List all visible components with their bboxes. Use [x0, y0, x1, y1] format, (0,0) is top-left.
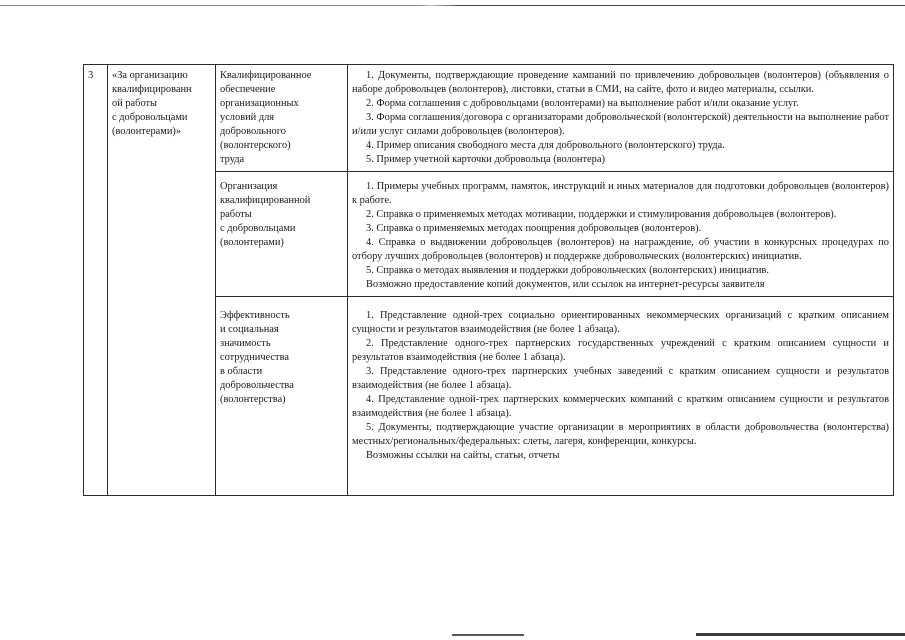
document-item: 5. Документы, подтверждающие участие организации в мероприятиях в области добровольчества (волонтерства) местных/региональных/федеральных: слеты, лагеря, конференции, конкурсы. — [352, 422, 889, 447]
criterion-name: Квалифицированное обеспечение организационных условий для добровольного (волонтерского) труда — [220, 70, 312, 165]
document-item: 1. Представление одной-трех социально ориентированных некоммерческих организаций с кратким описанием сущности и результатов взаимодействия (не более 1 абзаца). — [352, 310, 889, 335]
document-item: 2. Справка о применяемых методах мотивации, поддержки и стимулирования добровольцев (волонтеров). — [366, 209, 837, 220]
documents-cell — [348, 65, 894, 172]
row-number: 3 — [88, 70, 94, 81]
nomination-title: «За организацию квалифицированн ой работы с добровольцами (волонтерами)» — [112, 70, 192, 137]
document-item: 1. Документы, подтверждающие проведение кампаний по привлечению добровольцев (волонтеров) (объявления о наборе добровольцев (волонтеров), листовки, статьи в СМИ, на сайте, фото и видео материалы, ссылки. — [352, 70, 889, 95]
document-item: 5. Справка о методах выявления и поддержки добровольческих (волонтерских) инициатив. — [366, 265, 769, 276]
criterion-name: Эффективность и социальная значимость сотрудничества в области добровольчества (волонтерства) — [220, 310, 294, 405]
criterion-cell — [216, 65, 348, 172]
documents-cell — [348, 172, 894, 297]
scan-edge-line-bottom-right — [696, 633, 905, 636]
criterion-name: Организация квалифицированной работы с добровольцами (волонтерами) — [220, 181, 311, 248]
criterion-cell — [216, 172, 348, 297]
document-item: 3. Форма соглашения/договора с организаторами добровольческой (волонтерской) деятельности на выполнение работ и/или услуг силами добровольцев (волонтеров). — [352, 112, 889, 137]
nomination-cell — [108, 65, 216, 496]
scan-edge-line-bottom-left — [452, 634, 524, 636]
document-item: 3. Справка о применяемых методах поощрения добровольцев (волонтеров). — [366, 223, 702, 234]
nomination-criteria-table — [83, 64, 894, 496]
criterion-cell — [216, 297, 348, 496]
document-item: 3. Представление одного-трех партнерских учебных заведений с кратким описанием сущности и результатов взаимодействия (не более 1 абзаца). — [352, 366, 889, 391]
document-item: 1. Примеры учебных программ, памяток, инструкций и иных материалов для подготовки добровольцев (волонтеров) к работе. — [352, 181, 889, 206]
documents-cell — [348, 297, 894, 496]
scan-edge-line-top — [0, 5, 905, 6]
document-item: 2. Представление одного-трех партнерских государственных учреждений с кратким описанием сущности и результатов взаимодействия (не более 1 абзаца). — [352, 338, 889, 363]
document-note: Возможно предоставление копий документов, или ссылок на интернет-ресурсы заявителя — [366, 279, 765, 290]
table-row — [84, 65, 894, 172]
document-note: Возможны ссылки на сайты, статьи, отчеты — [366, 450, 560, 461]
document-item: 4. Пример описания свободного места для добровольного (волонтерского) труда. — [366, 140, 725, 151]
document-item: 2. Форма соглашения с добровольцами (волонтерами) на выполнение работ и/или оказание услуг. — [366, 98, 799, 109]
document-item: 4. Справка о выдвижении добровольцев (волонтеров) на награждение, об участии в конкурсных процедурах по отбору лучших добровольцев (волонтеров) и поддержке добровольческих (волонтерских) инициатив. — [352, 237, 889, 262]
row-number-cell — [84, 65, 108, 496]
document-item: 5. Пример учетной карточки добровольца (волонтера) — [366, 154, 605, 165]
document-item: 4. Представление одной-трех партнерских коммерческих компаний с кратким описанием сущности и результатов взаимодействия (не более 1 абзаца). — [352, 394, 889, 419]
